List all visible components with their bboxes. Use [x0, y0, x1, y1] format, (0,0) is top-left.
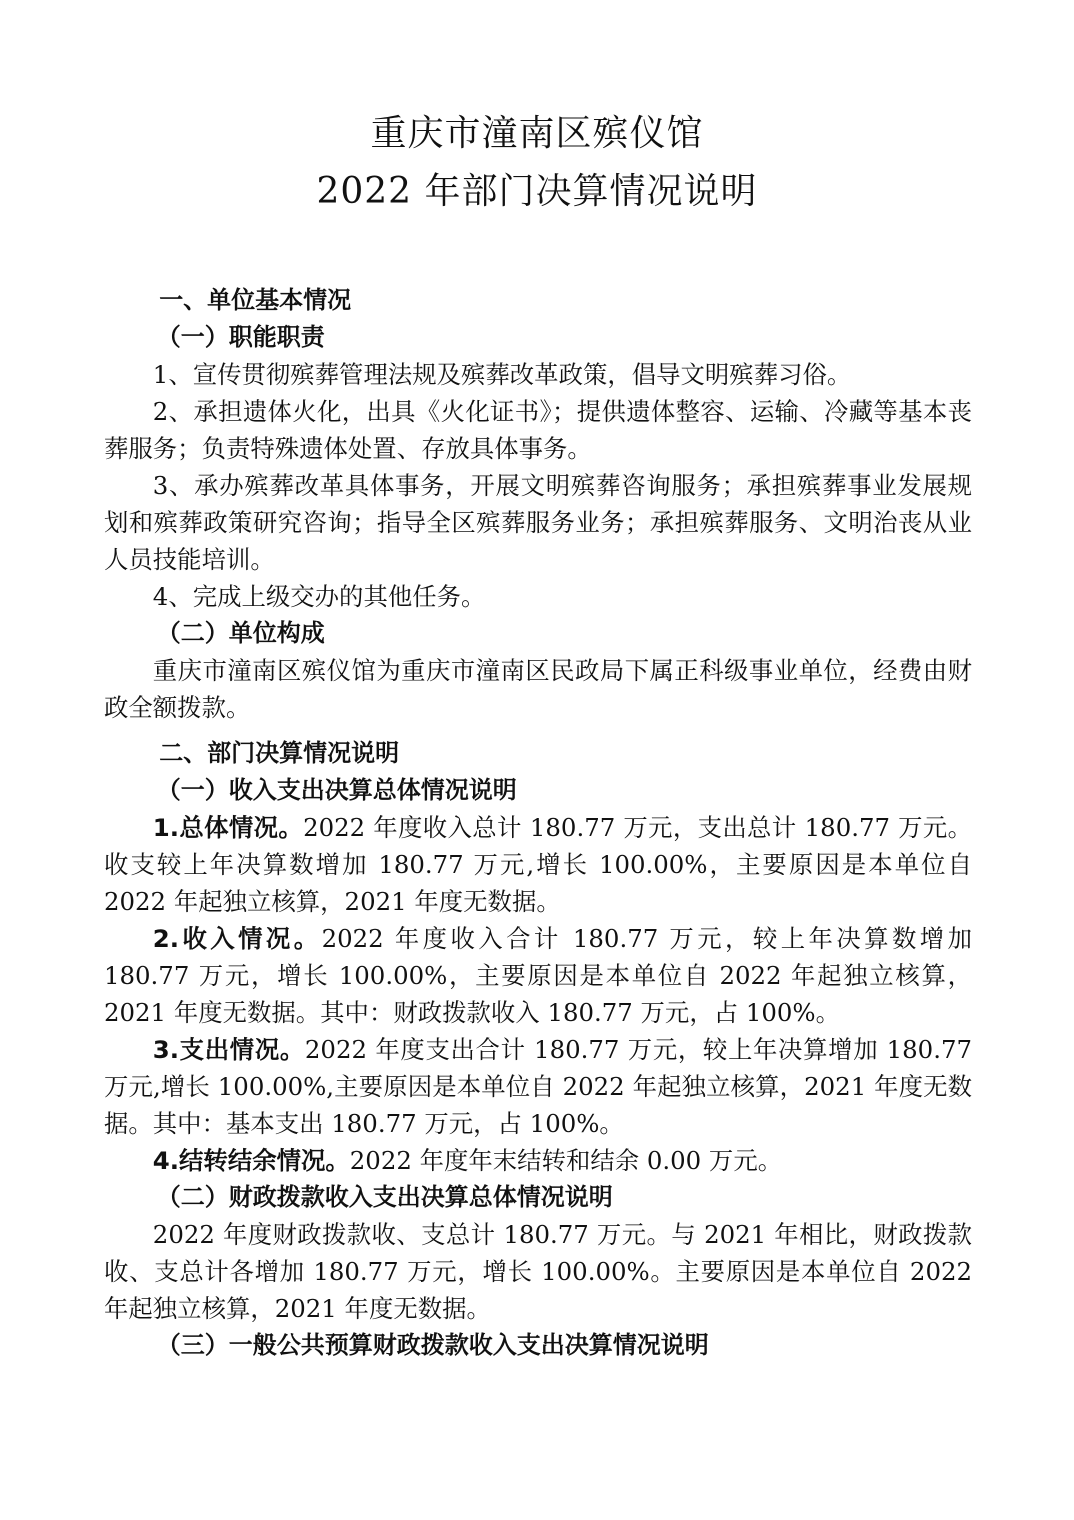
paragraph — [104, 1031, 972, 1142]
subsection-heading: （二）财政拨款收入支出决算总体情况说明 — [156, 1183, 613, 1211]
paragraph — [104, 1142, 972, 1179]
section-heading: 一、单位基本情况 — [159, 286, 352, 314]
paragraph-lead: 4.结转结余情况。 — [152, 1146, 350, 1175]
paragraph — [104, 809, 972, 920]
paragraph-lead: 2.收入情况。 — [152, 924, 322, 953]
paragraph-text: 2022 年度收入总计 180.77 万元，支出总计 180.77 万元。收支较上年决算数增加 180.77 万元,增长 100.00%，主要原因是本单位自 2022 年起独立核算，2021 年度无数据。 — [104, 813, 972, 916]
paragraph-lead: 3.支出情况。 — [152, 1035, 305, 1064]
paragraph: 3、承办殡葬改革具体事务，开展文明殡葬咨询服务；承担殡葬事业发展规划和殡葬政策研究咨询；指导全区殡葬服务业务；承担殡葬服务、文明治丧从业人员技能培训。 — [104, 471, 972, 574]
subsection-heading: （一）收入支出决算总体情况说明 — [156, 776, 517, 804]
subsection-heading: （二）单位构成 — [156, 619, 325, 647]
paragraph: 1、宣传贯彻殡葬管理法规及殡葬改革政策，倡导文明殡葬习俗。 — [152, 360, 852, 389]
paragraph — [104, 920, 972, 1031]
paragraph: 重庆市潼南区殡仪馆为重庆市潼南区民政局下属正科级事业单位，经费由财政全额拨款。 — [104, 656, 972, 722]
section-heading: 二、部门决算情况说明 — [159, 739, 400, 767]
paragraph-text: 2022 年度支出合计 180.77 万元，较上年决算增加 180.77 万元,增长 100.00%,主要原因是本单位自 2022 年起独立核算，2021 年度无数据。其中：基本支出 180.77 万元，占 100%。 — [104, 1035, 972, 1138]
subsection-heading: （一）职能职责 — [156, 323, 325, 351]
paragraph-text: 2022 年度收入合计 180.77 万元，较上年决算数增加 180.77 万元，增长 100.00%，主要原因是本单位自 2022 年起独立核算，2021 年度无数据。其中：财政拨款收入 180.77 万元，占 100%。 — [104, 924, 972, 1027]
document-body — [104, 282, 972, 1364]
paragraph-text: 2022 年度年末结转和结余 0.00 万元。 — [349, 1146, 783, 1175]
subsection-heading: （三）一般公共预算财政拨款收入支出决算情况说明 — [156, 1331, 709, 1359]
paragraph: 2022 年度财政拨款收、支总计 180.77 万元。与 2021 年相比，财政拨款收、支总计各增加 180.77 万元，增长 100.00%。主要原因是本单位自 2022 年起独立核算，2021 年度无数据。 — [104, 1220, 972, 1323]
paragraph: 2、承担遗体火化，出具《火化证书》；提供遗体整容、运输、冷藏等基本丧葬服务；负责特殊遗体处置、存放具体事务。 — [104, 397, 972, 463]
document-title-line2: 2022 年部门决算情况说明 — [316, 171, 758, 212]
paragraph: 4、完成上级交办的其他任务。 — [152, 582, 486, 611]
document-title-line1: 重庆市潼南区殡仪馆 — [370, 113, 704, 154]
paragraph-lead: 1.总体情况。 — [152, 813, 304, 842]
